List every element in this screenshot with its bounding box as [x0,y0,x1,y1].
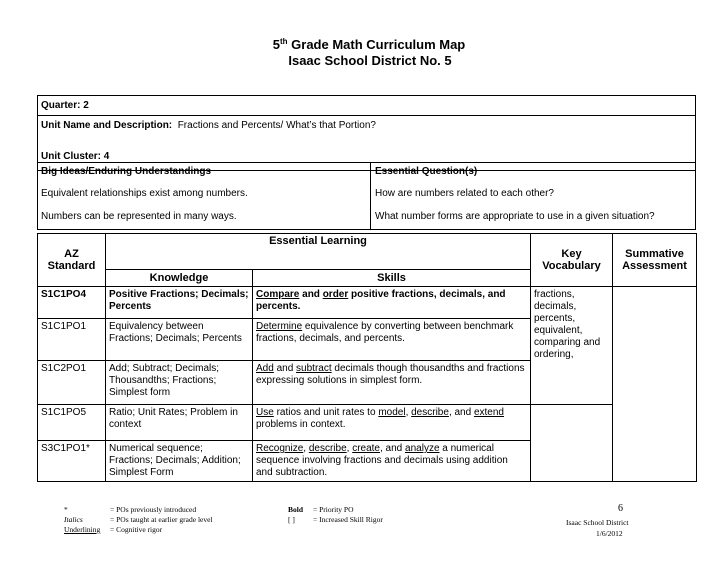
divider [38,115,695,116]
legend-description: = Priority PO [313,505,354,514]
col-knowledge: Knowledge [106,270,253,287]
vocabulary-term: percents, [534,313,576,324]
skill-text: , [405,407,412,418]
knowledge-cell: Numerical sequence; Fractions; Decimals; Addition; Simplest Form [106,441,253,482]
skill-verb: Determine [256,321,303,332]
footer-org: Isaac School District [566,518,629,527]
standard-code: S1C1PO4 [38,287,106,319]
table-row [38,287,697,319]
district-name: Isaac School District No. 5 [288,53,452,68]
assessment-cell [613,287,697,482]
table-row [38,405,697,441]
divider [370,163,371,229]
skill-verb: extend [473,407,504,418]
knowledge-cell: Equivalency between Fractions; Decimals; Percents [106,319,253,361]
vocabulary-term: ordering, [534,349,574,360]
skill-text: equivalence by converting between benchmark fractions, decimals, and percents. [256,321,514,344]
skill-verb: model [378,407,406,418]
skill-verb: analyze [405,443,440,454]
col-key-vocabulary: Key Vocabulary [531,234,613,287]
vocabulary-term: equivalent, [534,325,583,336]
vocabulary-term: comparing and [534,337,601,348]
skill-verb: Use [256,407,274,418]
page-number: 6 [618,503,623,514]
unit-name-label: Unit Name and Description: [41,120,173,131]
footer-date: 1/6/2012 [596,529,623,538]
skill-verb: Compare [256,289,300,300]
grade-number: 5 [272,37,280,52]
quarter-label: Quarter: 2 [41,100,89,111]
essential-questions-heading: Essential Question(s) [375,166,478,177]
col-summative-assessment: Summative Assessment [613,234,697,287]
skills-cell [253,361,531,405]
skill-text: positive fractions, decimals, and percents. [256,289,506,312]
skill-text: and [299,289,323,300]
title-text: Grade Math Curriculum Map [287,37,466,52]
curriculum-table [37,233,697,482]
skills-cell [253,287,531,319]
knowledge-cell: Add; Subtract; Decimals; Thousandths; Fractions; Simplest form [106,361,253,405]
col-essential-learning: Essential Learning [106,234,531,270]
legend-symbol: Italics [64,515,83,524]
skill-text: , and [380,443,406,454]
skill-text: , [303,443,309,454]
document-title [5,37,728,52]
unit-info-box [37,95,696,171]
legend-description: = Increased Skill Rigor [313,515,383,524]
skills-cell [253,405,531,441]
skill-verb: subtract [296,363,332,374]
essential-question-item: What number forms are appropriate to use in a given situation? [375,211,655,222]
vocabulary-term: fractions, [534,289,575,300]
skill-text: , [346,443,353,454]
skill-text: ratios and unit rates to [273,407,379,418]
vocabulary-cell-empty [531,405,613,482]
big-idea-item: Numbers can be represented in many ways. [41,211,237,222]
vocabulary-term: decimals, [534,301,577,312]
skill-verb: create [352,443,380,454]
essential-question-item: How are numbers related to each other? [375,188,554,199]
skill-text: , and [448,407,474,418]
standard-code: S1C2PO1 [38,361,106,405]
skill-verb: describe [411,407,449,418]
skill-verb: describe [308,443,347,454]
knowledge-cell: Positive Fractions; Decimals; Percents [106,287,253,319]
legend-description: = POs previously introduced [110,505,197,514]
skill-verb: order [322,289,349,300]
vocabulary-cell [531,287,613,405]
unit-name-row [41,120,376,131]
legend-symbol: [ ] [288,515,295,524]
big-ideas-section [37,162,696,230]
skill-text: problems in context. [256,419,346,430]
skill-verb: Add [256,363,274,374]
col-az-standard: AZ Standard [38,234,106,287]
knowledge-cell: Ratio; Unit Rates; Problem in context [106,405,253,441]
skill-text: and [273,363,297,374]
skill-text: a numerical sequence involving fractions and decimals using addition and subtraction. [256,443,508,478]
skills-cell [253,319,531,361]
big-idea-item: Equivalent relationships exist among numbers. [41,188,248,199]
standard-code: S3C1PO1* [38,441,106,482]
unit-name-value: Fractions and Percents/ What’s that Portion? [177,120,376,131]
legend-symbol: Underlining [64,525,101,534]
unit-cluster-label: Unit Cluster: 4 [41,151,110,162]
skills-cell [253,441,531,482]
legend-description: = POs taught at earlier grade level [110,515,213,524]
standard-code: S1C1PO1 [38,319,106,361]
grade-suffix: th [279,37,288,46]
col-skills: Skills [253,270,531,287]
legend-symbol: * [64,505,68,514]
standard-code: S1C1PO5 [38,405,106,441]
big-ideas-heading: Big Ideas/Enduring Understandings [41,166,212,177]
skill-text: decimals though thousandths and fractions expressing solutions in simplest form. [256,363,525,386]
legend-symbol: Bold [288,505,304,514]
legend-description: = Cognitive rigor [110,525,163,534]
skill-verb: Recognize [256,443,304,454]
